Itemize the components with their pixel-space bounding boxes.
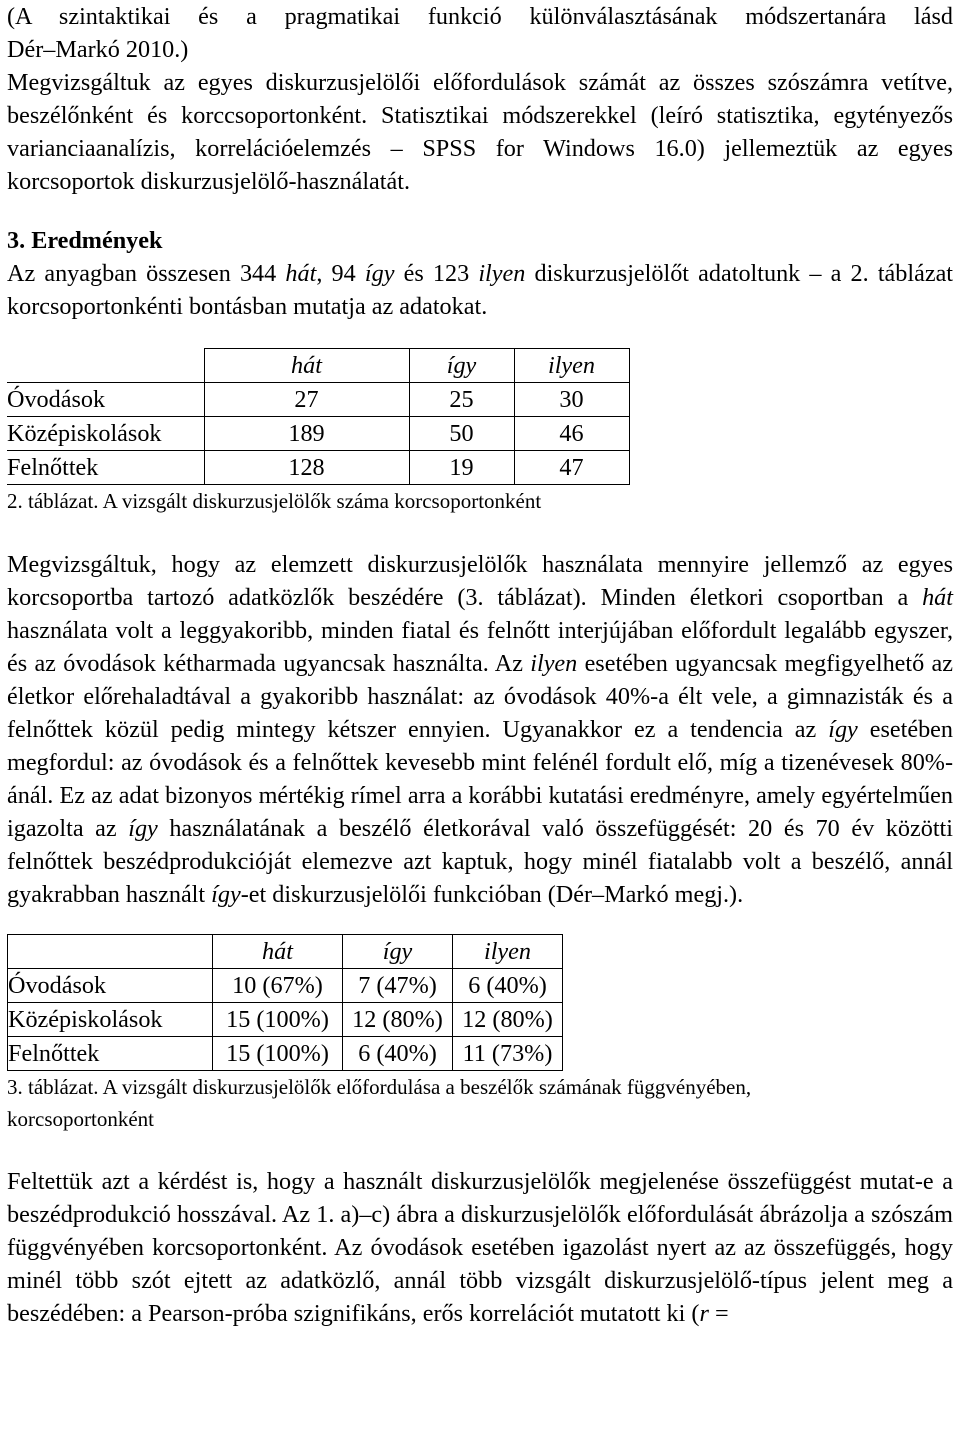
table-header-cell: hát [213,935,343,969]
table-cell: 25 [409,383,514,417]
table-cell: 46 [514,417,629,451]
table-cell: 189 [204,417,409,451]
table-header-cell: így [343,935,453,969]
section-heading: 3. Eredmények [7,227,163,254]
document-page [7,0,953,1330]
table-3-caption-line-1: 3. táblázat. A vizsgált diskurzusjelölők előfordulása a beszélők számának függvényében, [7,1075,752,1099]
intro-line-2: Dér–Markó 2010.) [7,36,189,63]
table-cell: 50 [409,417,514,451]
table-cell: 15 (100%) [213,1003,343,1037]
table-cell: 19 [409,451,514,485]
analysis-paragraph: Megvizsgáltuk, hogy az elemzett diskurzusjelölők használata mennyire jellemző az egyes korcsoportba tartozó adatközlők beszédére (3. táblázat). Minden életkori csoportban a hát használata volt a leggyakoribb, minden fiatal és felnőtt interjújában előfordult legalább egyszer, és az óvodások kétharmada ugyancsak használta. Az ilyen esetében ugyancsak megfigyelhető az életkor előrehaladtával a gyakoribb használat: az óvodások 40%-a élt vele, a gimnazisták és a felnőttek közül pedig mintegy kétszer ennyien. Ugyanakkor ez a tendencia az így esetében megfordul: az óvodások és a felnőttek kevesebb mint felénél fordult elő, míg a tizenévesek 80%-ánál. Ez az adat bizonyos mértékig rímel arra a korábbi kutatási eredményre, amely egyértelműen igazolta az így használatának a beszélő életkorával való összefüggését: 20 és 70 év közötti felnőttek beszédprodukcióját elemezve azt kaptuk, hogy minél fiatalabb volt a beszélő, annál gyakrabban használt így-et diskurzusjelölői funkcióban (Dér–Markó megj.). [7,551,953,908]
table-header-cell [8,935,213,969]
table-header-cell: ilyen [514,349,629,383]
table-cell: 30 [514,383,629,417]
table-row [7,417,629,451]
table-cell: 27 [204,383,409,417]
table-header-row [7,349,629,383]
intro-line-1: (A szintaktikai és a pragmatikai funkció különválasztásának módszertanára lásd [7,3,953,30]
table-3-caption-line-2: korcsoportonként [7,1107,154,1131]
table-cell: 47 [514,451,629,485]
table-row [7,383,629,417]
table-cell: 128 [204,451,409,485]
correlation-paragraph: Feltettük azt a kérdést is, hogy a használt diskurzusjelölők megjelenése összefüggést mutat-e a beszédprodukció hosszával. Az 1. a)–c) ábra a diskurzusjelölők előfordulását ábrázolja a szószám függvényében korcsoportonként. Az óvodások esetében igazolást nyert az az összefüggés, hogy minél több szót ejtett az adatközlő, annál több vizsgált diskurzusjelölő-típus jelent meg a beszédében: a Pearson-próba szignifikáns, erős korrelációt mutatott ki (r = [7,1168,953,1327]
table-cell: 6 (40%) [453,969,563,1003]
table-cell: 12 (80%) [343,1003,453,1037]
table-header-cell [7,349,204,383]
table-cell: 11 (73%) [453,1037,563,1071]
table-row [8,1003,563,1037]
table-header-row [8,935,563,969]
table-row [7,451,629,485]
table-2-caption: 2. táblázat. A vizsgált diskurzusjelölők száma korcsoportonként [7,489,542,513]
table-cell: 7 (47%) [343,969,453,1003]
table-3 [7,934,563,1071]
table-header-cell: ilyen [453,935,563,969]
table-cell: 10 (67%) [213,969,343,1003]
table-header-cell: hát [204,349,409,383]
methods-paragraph: Megvizsgáltuk az egyes diskurzusjelölői előfordulások számát az összes szószámra vetítve, beszélőnként és korccsoportonként. Statisztikai módszerekkel (leíró statisztika, egytényezős varianciaanalízis, korrelációelemzés – SPSS for Windows 16.0) jellemeztük az egyes korcsoportok diskurzusjelölő-használatát. [7,69,953,195]
table-cell: 6 (40%) [343,1037,453,1071]
results-paragraph: Az anyagban összesen 344 hát, 94 így és 123 ilyen diskurzusjelölőt adatoltunk – a 2. táblázat korcsoportonkénti bontásban mutatja az adatokat. [7,260,954,320]
row-label: Óvodások [8,969,213,1003]
table-cell: 15 (100%) [213,1037,343,1071]
row-label: Felnőttek [8,1037,213,1071]
row-label: Középiskolások [7,417,204,451]
table-row [8,1037,563,1071]
table-row [8,969,563,1003]
row-label: Óvodások [7,383,204,417]
table-2 [7,348,630,485]
row-label: Felnőttek [7,451,204,485]
row-label: Középiskolások [8,1003,213,1037]
table-header-cell: így [409,349,514,383]
table-cell: 12 (80%) [453,1003,563,1037]
